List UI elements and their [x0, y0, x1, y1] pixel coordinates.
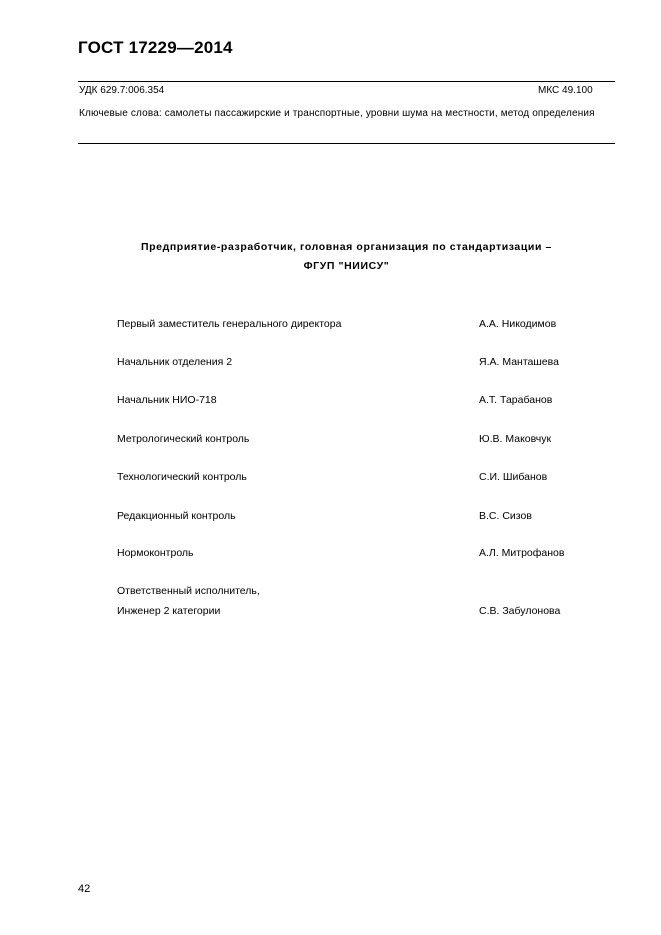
organization-line-1: Предприятие-разработчик, головная организация по стандартизации – — [141, 241, 552, 253]
staff-row — [0, 547, 661, 563]
header-bottom-rule — [78, 143, 615, 144]
staff-row — [0, 356, 661, 372]
staff-role: Начальник НИО-718 — [117, 394, 217, 406]
staff-row — [0, 471, 661, 487]
responsible-role-line-1: Ответственный исполнитель, — [117, 585, 260, 597]
staff-row — [0, 433, 661, 449]
mks-code: МКС 49.100 — [538, 85, 593, 96]
header-top-rule — [78, 81, 615, 82]
responsible-role-line-2: Инженер 2 категории — [117, 605, 221, 617]
staff-name: Ю.В. Маковчук — [479, 433, 552, 445]
staff-row — [0, 394, 661, 410]
document-title: ГОСТ 17229—2014 — [78, 38, 233, 57]
staff-role: Технологический контроль — [117, 471, 247, 483]
page-number: 42 — [78, 883, 91, 895]
staff-name: А.Т. Тарабанов — [479, 394, 553, 406]
developer-organization — [78, 238, 615, 276]
keywords-text: Ключевые слова: самолеты пассажирские и транспортные, уровни шума на местности, метод определения — [79, 108, 595, 119]
staff-role: Нормоконтроль — [117, 547, 194, 559]
responsible-name: С.В. Забулонова — [479, 605, 561, 617]
staff-row — [0, 318, 661, 334]
responsible-executor — [0, 585, 661, 625]
staff-name: С.И. Шибанов — [479, 471, 548, 483]
staff-name: А.Л. Митрофанов — [479, 547, 565, 559]
staff-role: Редакционный контроль — [117, 510, 236, 522]
staff-name: А.А. Никодимов — [479, 318, 557, 330]
staff-role: Начальник отделения 2 — [117, 356, 233, 368]
staff-name: Я.А. Манташева — [479, 356, 559, 368]
organization-line-2: ФГУП "НИИСУ" — [303, 260, 390, 272]
udk-code: УДК 629.7:006.354 — [79, 85, 165, 96]
staff-role: Метрологический контроль — [117, 433, 250, 445]
staff-name: В.С. Сизов — [479, 510, 532, 522]
staff-role: Первый заместитель генерального директора — [117, 318, 342, 330]
staff-row — [0, 510, 661, 526]
